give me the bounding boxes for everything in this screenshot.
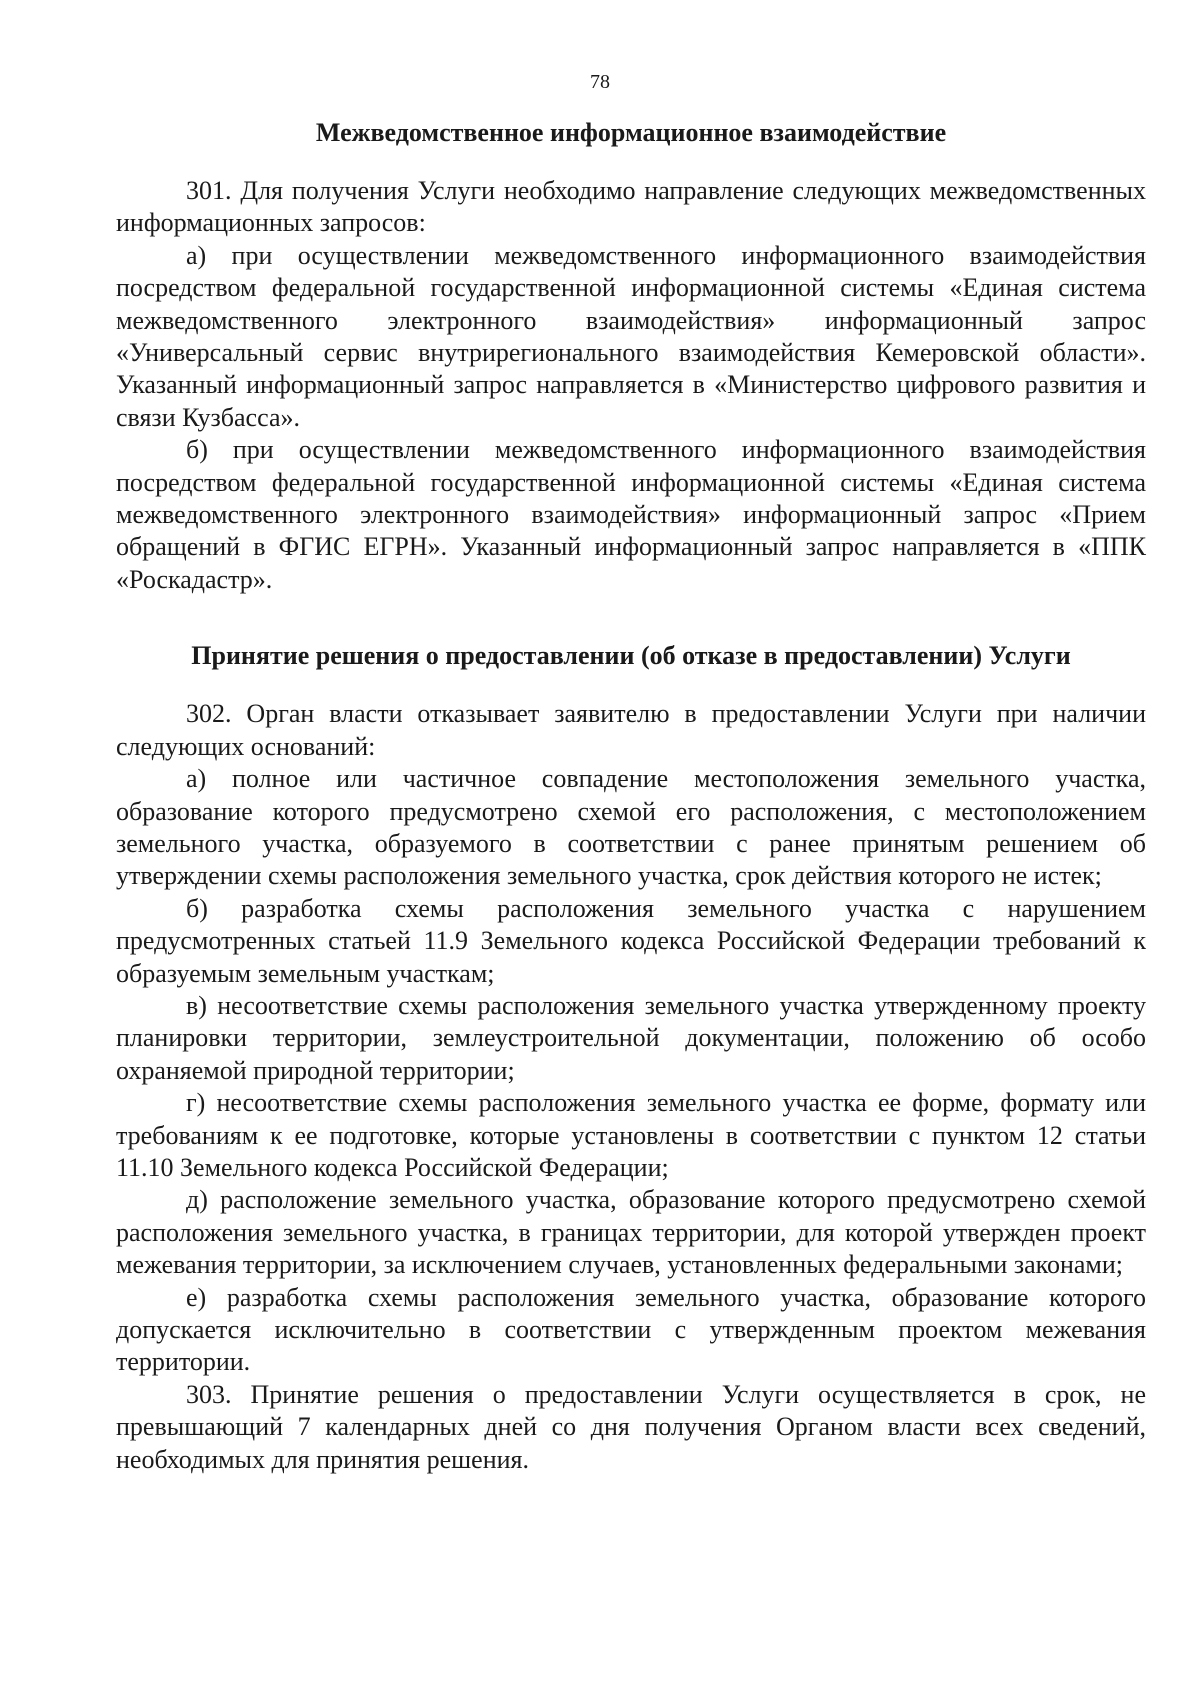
paragraph-302: 302. Орган власти отказывает заявителю в предоставлении Услуги при наличии следующих оснований:	[116, 699, 1146, 761]
section-heading: Межведомственное информационное взаимодействие	[315, 118, 947, 147]
paragraph-303: 303. Принятие решения о предоставлении Услуги осуществляется в срок, не превышающий 7 календарных дней со дня получения Органом власти всех сведений, необходимых для принятия решения.	[116, 1379, 1146, 1474]
paragraph-302-v: в) несоответствие схемы расположения земельного участка утвержденному проекту планировки территории, землеустроительной документации, положению об особо охраняемой природной территории;	[116, 990, 1146, 1085]
paragraph-301-b: б) при осуществлении межведомственного информационного взаимодействия посредством федеральной государственной информационной системы «Единая система межведомственного электронного взаимодействия» информационный запрос «Прием обращений в ФГИС ЕГРН». Указанный информационный запрос направляется в «ППК «Роскадастр».	[116, 435, 1146, 594]
paragraph-301-a: а) при осуществлении межведомственного информационного взаимодействия посредством федеральной государственной информационной системы «Единая система межведомственного электронного взаимодействия» информационный запрос «Универсальный сервис внутрирегионального взаимодействия Кемеровской области». Указанный информационный запрос направляется в «Министерство цифрового развития и связи Кузбасса».	[116, 240, 1146, 432]
paragraph-302-b: б) разработка схемы расположения земельного участка с нарушением предусмотренных статьей 11.9 Земельного кодекса Российской Федерации требований к образуемым земельным участкам;	[116, 893, 1146, 988]
paragraph-302-d: д) расположение земельного участка, образование которого предусмотрено схемой расположения земельного участка, в границах территории, для которой утвержден проект межевания территории, за исключением случаев, установленных федеральными законами;	[116, 1185, 1146, 1280]
document-body	[116, 117, 1146, 1476]
page-number: 78	[590, 71, 610, 93]
section-heading: Принятие решения о предоставлении (об отказе в предоставлении) Услуги	[191, 641, 1071, 671]
paragraph-302-g: г) несоответствие схемы расположения земельного участка ее форме, формату или требованиям к ее подготовке, которые установлены в соответствии с пунктом 12 статьи 11.10 Земельного кодекса Российской Федерации;	[116, 1088, 1146, 1182]
section-decision	[116, 640, 1146, 1476]
paragraph-302-e: е) разработка схемы расположения земельного участка, образование которого допускается исключительно в соответствии с утвержденным проектом межевания территории.	[116, 1282, 1146, 1377]
paragraph-302-a: а) полное или частичное совпадение местоположения земельного участка, образование которого предусмотрено схемой его расположения, с местоположением земельного участка, образуемого в соответствии с ранее принятым решением об утверждении схемы расположения земельного участка, срок действия которого не истек;	[116, 764, 1146, 891]
section-interagency-interaction	[116, 117, 1146, 596]
paragraph-301: 301. Для получения Услуги необходимо направление следующих межведомственных информационных запросов:	[116, 176, 1146, 238]
